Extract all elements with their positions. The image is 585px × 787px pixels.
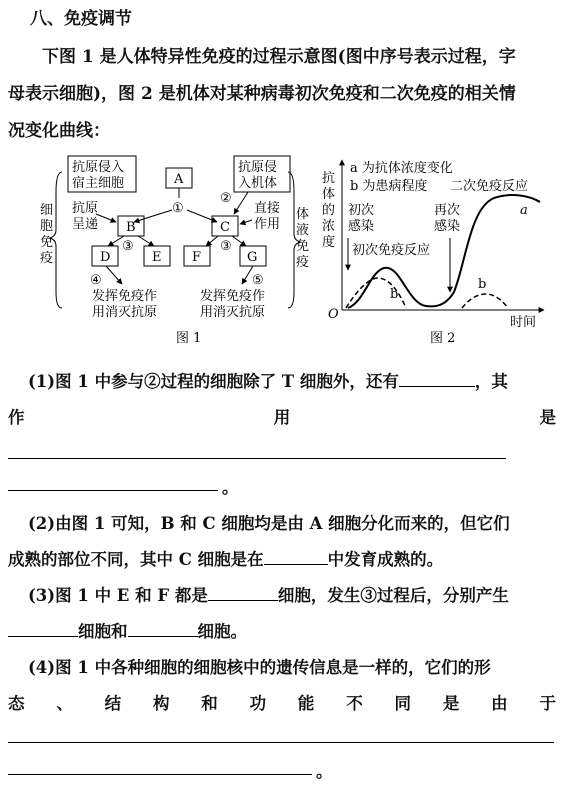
fig2-caption: 图 2 — [430, 331, 456, 346]
svg-text:感染: 感染 — [348, 219, 375, 234]
svg-text:疫: 疫 — [296, 255, 310, 270]
svg-text:液: 液 — [296, 223, 310, 238]
svg-text:抗原: 抗原 — [72, 201, 99, 216]
svg-text:浓: 浓 — [322, 219, 336, 234]
q1-blank-1[interactable] — [399, 372, 475, 387]
q1-answer-line-1[interactable] — [8, 458, 506, 459]
svg-text:用消灭抗原: 用消灭抗原 — [200, 305, 266, 320]
step-5-label: ⑤ — [252, 273, 264, 288]
svg-text:细: 细 — [40, 203, 54, 218]
humoral-immunity-label — [296, 206, 309, 270]
svg-text:初次: 初次 — [348, 203, 375, 218]
q4-answer-line-1[interactable] — [8, 742, 554, 743]
figure-2 — [322, 160, 544, 346]
svg-text:发挥免疫作: 发挥免疫作 — [200, 289, 266, 304]
x-axis-label: 时间 — [510, 315, 537, 330]
svg-text:再次: 再次 — [434, 203, 461, 218]
q1-answer-line-2[interactable] — [8, 490, 218, 491]
svg-text:F: F — [192, 250, 202, 265]
primary-response-label: 初次免疫反应 — [352, 243, 431, 258]
svg-text:疫: 疫 — [40, 251, 54, 266]
svg-text:A: A — [174, 172, 184, 187]
legend-a: a 为抗体浓度变化 — [350, 161, 453, 176]
q1-spread-line: 作 用 是 — [8, 408, 556, 427]
figure-1 — [40, 156, 309, 346]
q2-line-2: 成熟的部位不同，其中 C 细胞是在 中发育成熟的。 — [8, 550, 444, 569]
svg-text:用消灭抗原: 用消灭抗原 — [92, 305, 158, 320]
svg-text:免: 免 — [40, 235, 54, 250]
section-title: 八、免疫调节 — [30, 9, 132, 29]
svg-text:抗原侵: 抗原侵 — [238, 160, 278, 175]
step-1-label: ① — [172, 201, 184, 216]
figure-svg — [34, 152, 554, 352]
curve-b2-label: b — [478, 277, 487, 292]
svg-text:D: D — [100, 250, 111, 265]
intro-line-1: 下图 1 是人体特异性免疫的过程示意图(图中序号表示过程，字 — [42, 47, 516, 67]
q3-line-1: (3)图 1 中 E 和 F 都是 细胞，发生③过程后，分别产生 — [28, 586, 509, 605]
secondary-response-label: 二次免疫反应 — [450, 179, 529, 194]
figure-area — [34, 152, 554, 356]
q4-spread-line: 态 、 结 构 和 功 能 不 同 是 由 于 — [8, 694, 556, 713]
q2-line-1: (2)由图 1 可知，B 和 C 细胞均是由 A 细胞分化而来的，但它们 — [28, 514, 510, 533]
svg-text:体: 体 — [296, 207, 310, 222]
svg-text:作用: 作用 — [254, 217, 281, 232]
curve-a-label: a — [520, 203, 528, 218]
q4-end: 。 — [316, 762, 333, 781]
svg-text:的: 的 — [322, 203, 336, 218]
q4-line-1: (4)图 1 中各种细胞的细胞核中的遗传信息是一样的，它们的形 — [28, 658, 491, 677]
svg-text:B: B — [126, 220, 136, 235]
svg-text:体: 体 — [322, 187, 336, 202]
svg-text:发挥免疫作: 发挥免疫作 — [92, 289, 158, 304]
svg-text:胞: 胞 — [40, 219, 54, 234]
svg-text:抗原侵入: 抗原侵入 — [72, 160, 125, 175]
curve-b1-label: b — [390, 287, 399, 302]
svg-text:C: C — [220, 220, 230, 235]
cell-immunity-label — [40, 203, 53, 266]
svg-text:O: O — [328, 307, 339, 322]
svg-text:直接: 直接 — [254, 201, 281, 216]
step-4-label: ④ — [90, 273, 102, 288]
svg-text:呈递: 呈递 — [72, 217, 99, 232]
legend-b: b 为患病程度 — [350, 179, 428, 194]
y-axis-label — [322, 170, 335, 250]
q1-end: 。 — [222, 478, 239, 497]
svg-text:度: 度 — [322, 235, 336, 250]
intro-line-3: 况变化曲线： — [8, 121, 110, 141]
fig1-caption: 图 1 — [176, 331, 202, 346]
svg-text:入机体: 入机体 — [238, 176, 278, 191]
step-3a-label: ③ — [122, 239, 134, 254]
curve-b-second — [462, 294, 508, 308]
q3-blank-1[interactable] — [208, 586, 278, 601]
step-3b-label: ③ — [220, 239, 232, 254]
svg-text:G: G — [247, 250, 258, 265]
svg-text:抗: 抗 — [322, 171, 336, 186]
q3-blank-3[interactable] — [128, 622, 198, 637]
q3-line-2: 细胞和 细胞。 — [8, 618, 247, 642]
q3-blank-2[interactable] — [8, 622, 78, 637]
step-2-label: ② — [220, 191, 232, 206]
svg-text:宿主细胞: 宿主细胞 — [72, 176, 125, 191]
q2-blank[interactable] — [264, 550, 328, 565]
intro-line-2: 母表示细胞)，图 2 是机体对某种病毒初次免疫和二次免疫的相关情 — [8, 84, 516, 104]
svg-text:E: E — [152, 250, 162, 265]
q4-answer-line-2[interactable] — [8, 774, 312, 775]
svg-text:感染: 感染 — [434, 219, 461, 234]
svg-text:免: 免 — [296, 239, 310, 254]
q1-line-1: (1)图 1 中参与②过程的细胞除了 T 细胞外，还有 ，其 — [28, 372, 508, 391]
